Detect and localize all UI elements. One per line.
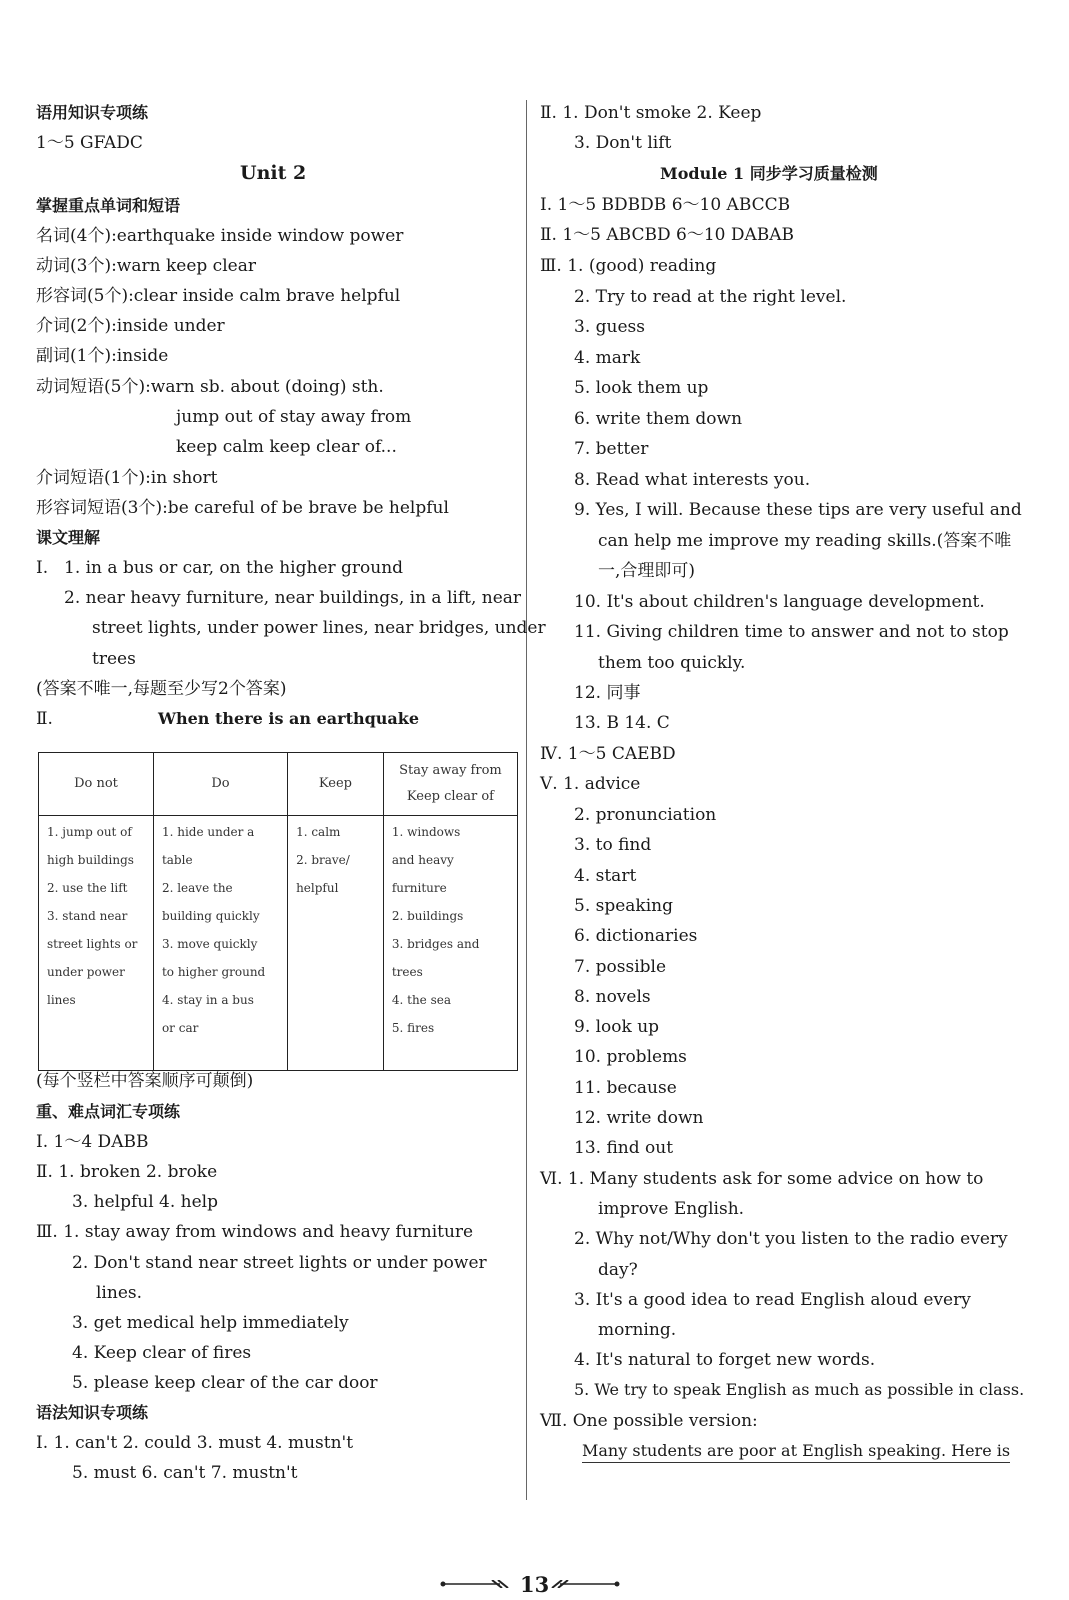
answer-line: 12. write down [574,1108,704,1128]
answer-line: 3. get medical help immediately [72,1313,349,1333]
cell-line: street lights or [47,937,138,951]
cell-line: 3. bridges and [391,937,480,951]
answer-line: them too quickly. [598,653,746,673]
answer-note: (答案不唯一,每题至少写2个答案) [36,679,287,699]
answer-line: 5. look them up [574,378,709,398]
table-header-row [39,753,518,816]
table-cell [153,816,287,1071]
table-header: Do not [39,753,154,816]
answer-line: 6. write them down [574,409,743,429]
answer-line: 7. better [574,439,649,459]
verb-phrases-cont: jump out of stay away from [176,407,412,427]
cell-line: helpful [296,881,339,895]
cell-line: 2. brave/ [296,853,350,867]
answer-line: Ⅱ. 1. broken 2. broke [36,1162,218,1182]
table-note: (每个竖栏中答案顺序可颠倒) [36,1071,254,1091]
verb-phrases-cont: keep calm keep clear of... [176,437,397,457]
answer-line: Ⅲ. 1. stay away from windows and heavy furniture [36,1222,474,1242]
adj-phrases: 形容词短语(3个):be careful of be brave be helpful [36,498,449,518]
answer-line: 12. 同事 [574,683,641,703]
cell-line: 2. leave the [161,881,233,895]
right-ornament-icon [550,1580,620,1588]
answer-line: 8. Read what interests you. [574,470,811,490]
table-cell [288,816,384,1071]
column-divider [526,100,527,1500]
answer-line: 3. to find [574,835,652,855]
answer-line: 5. please keep clear of the car door [72,1373,378,1393]
answer-line: 2. Why not/Why don't you listen to the radio every [574,1229,1008,1249]
answer-line: 10. It's about children's language development. [574,592,985,612]
unit-title: Unit 2 [240,162,307,184]
answer-line: 一,合理即可) [598,561,696,581]
cell-line: to higher ground [161,965,266,979]
answer-line: Ⅳ. 1～5 CAEBD [540,744,676,764]
answer-ii-mark: Ⅱ. [36,709,53,729]
answer-line: 1～5 GFADC [36,133,143,153]
answer-line: day? [598,1260,638,1280]
cell-line: 3. stand near [47,909,128,923]
answer-i-mark: Ⅰ. [36,558,49,578]
cell-line: table [161,853,193,867]
answer-line: 9. look up [574,1017,660,1037]
answer-line: Ⅶ. One possible version: [540,1411,758,1431]
cell-line: 3. move quickly [161,937,258,951]
page-number: 13 [520,1572,550,1597]
answer-line: 13. find out [574,1138,674,1158]
answer-line: Ⅲ. 1. (good) reading [540,256,717,276]
sample-essay-line: Many students are poor at English speaking. Here is [582,1440,1010,1463]
module-title: Module 1 同步学习质量检测 [660,164,878,183]
answer-line: improve English. [598,1199,745,1219]
earthquake-table [38,752,518,1071]
table-cell [383,816,517,1071]
vocab-verbs: 动词(3个):warn keep clear [36,256,256,276]
cell-line: 4. the sea [391,993,452,1007]
verb-phrases: 动词短语(5个):warn sb. about (doing) sth. [36,377,384,397]
prep-phrases: 介词短语(1个):in short [36,468,218,488]
answer-line: Ⅱ. 1～5 ABCBD 6～10 DABAB [540,225,795,245]
table-row [39,816,518,1071]
answer-i-2: 2. near heavy furniture, near buildings, in a lift, near [64,588,522,608]
answer-line: Ⅴ. 1. advice [540,774,641,794]
left-ornament-icon [440,1580,510,1588]
section-heading-vocab: 掌握重点单词和短语 [36,196,181,215]
answer-line: 13. B 14. C [574,713,670,733]
answer-line: 2. pronunciation [574,805,717,825]
cell-line: 1. jump out of [47,825,132,839]
answer-line: 4. Keep clear of fires [72,1343,252,1363]
cell-line: 5. fires [391,1021,435,1035]
table-header-line: Stay away from [399,763,502,778]
answer-line: 7. possible [574,957,667,977]
cell-line: or car [161,1021,199,1035]
answer-i-2-cont: trees [92,649,136,669]
vocab-nouns: 名词(4个):earthquake inside window power [36,226,404,246]
cell-line: trees [391,965,423,979]
table-header: Do [153,753,287,816]
cell-line: 4. stay in a bus [161,993,254,1007]
answer-line: can help me improve my reading skills.(答案不唯 [598,531,1012,551]
section-heading-grammar: 语法知识专项练 [36,1403,149,1422]
vocab-adjectives: 形容词(5个):clear inside calm brave helpful [36,286,401,306]
answer-line: 4. It's natural to forget new words. [574,1350,876,1370]
answer-line: 11. Giving children time to answer and not to stop [574,622,1009,642]
answer-line: Ⅵ. 1. Many students ask for some advice on how to [540,1169,984,1189]
cell-line: under power [47,965,125,979]
answer-line: Ⅰ. 1～5 BDBDB 6～10 ABCCB [540,195,791,215]
answer-line: Ⅰ. 1～4 DABB [36,1132,149,1152]
cell-line: 1. calm [296,825,341,839]
table-title: When there is an earthquake [158,709,420,728]
answer-line: 2. Try to read at the right level. [574,287,847,307]
answer-line: Ⅰ. 1. can't 2. could 3. must 4. mustn't [36,1433,354,1453]
cell-line: building quickly [161,909,260,923]
answer-line: 8. novels [574,987,651,1007]
answer-i-2-cont: street lights, under power lines, near bridges, under [92,618,546,638]
answer-line: 5. We try to speak English as much as possible in class. [574,1380,1025,1399]
answer-line: 5. must 6. can't 7. mustn't [72,1463,298,1483]
answer-line: 4. start [574,866,637,886]
cell-line: furniture [391,881,447,895]
cell-line: 1. hide under a [161,825,255,839]
answer-line: 11. because [574,1078,677,1098]
answer-line: morning. [598,1320,677,1340]
table-cell [39,816,154,1071]
section-heading-text: 课文理解 [36,528,101,547]
answer-line: 9. Yes, I will. Because these tips are very useful and [574,500,1022,520]
answer-line: 5. speaking [574,896,673,916]
answer-line: Ⅱ. 1. Don't smoke 2. Keep [540,103,762,123]
table-header-line: Keep clear of [406,789,494,804]
answer-line: 10. problems [574,1047,687,1067]
section-heading-pragmatics: 语用知识专项练 [36,103,149,122]
page-footer [440,1572,630,1597]
table-header: Keep [288,753,384,816]
section-heading-vocab-practice: 重、难点词汇专项练 [36,1102,181,1121]
answer-line: 3. Don't lift [574,133,672,153]
answer-i-1: 1. in a bus or car, on the higher ground [64,558,404,578]
cell-line: lines [47,993,76,1007]
cell-line: 2. buildings [391,909,464,923]
answer-line: 3. guess [574,317,645,337]
vocab-adverbs: 副词(1个):inside [36,346,169,366]
answer-line: 4. mark [574,348,641,368]
answer-line: lines. [96,1283,143,1303]
answer-line: 3. It's a good idea to read English aloud every [574,1290,971,1310]
answer-line: 6. dictionaries [574,926,698,946]
cell-line: 1. windows [391,825,461,839]
answer-line: 3. helpful 4. help [72,1192,218,1212]
cell-line: high buildings [47,853,134,867]
cell-line: 2. use the lift [47,881,128,895]
cell-line: and heavy [391,853,454,867]
vocab-prepositions: 介词(2个):inside under [36,316,225,336]
table-header [383,753,517,816]
answer-line: 2. Don't stand near street lights or under power [72,1253,487,1273]
